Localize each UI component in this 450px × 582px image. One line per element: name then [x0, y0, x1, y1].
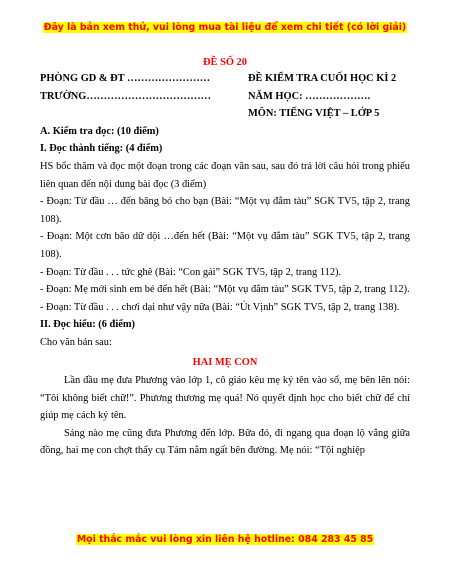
- header-spacer: [40, 105, 248, 123]
- passage-item: - Đoạn: Từ đầu . . . tức ghê (Bài: “Con gái” SGK TV5, tập 2, trang 112).: [40, 266, 342, 278]
- header-row-3: [40, 105, 410, 123]
- text-intro: Cho văn bản sau:: [40, 336, 112, 348]
- passage-item: - Đoạn: Từ đầu … đến băng bó cho bạn (Bài: “Một vụ đắm tàu” SGK TV5, tập 2, trang 108).: [40, 196, 410, 225]
- exam-name: ĐỀ KIỂM TRA CUỐI HỌC KÌ 2: [248, 73, 397, 84]
- school-name: TRƯỜNG………………………………: [40, 90, 212, 102]
- story-title: HAI MẸ CON: [192, 356, 258, 368]
- story-paragraph: Sáng nào mẹ cũng đưa Phương đến lớp. Bữa đó, đi ngang qua đoạn lộ vắng giữa đồng, hai mẹ con chợt thấy cụ Tám nằm ngất bên đường. Mẹ nói: “Tội nghiệp: [40, 427, 410, 457]
- reading-instruction: HS bốc thăm và đọc một đoạn trong các đoạn văn sau, sau đó trả lời câu hỏi trong phiếu liên quan đến nội dung bài đọc (3 điểm): [40, 160, 410, 190]
- story-paragraph: Lần đầu mẹ đưa Phương vào lớp 1, cô giáo kêu mẹ ký tên vào sổ, mẹ bẽn lẽn nói: “Tôi không biết chữ!”. Phương thương mẹ quá! Nó quyết định học cho biết chữ để chỉ giúp mẹ cách ký tên.: [40, 375, 410, 422]
- school-year: NĂM HỌC: ……………….: [248, 90, 371, 102]
- passage-item: - Đoạn: Từ đầu . . . chơi dại như vậy nữa (Bài: “Út Vịnh” SGK TV5, tập 2, trang 138).: [40, 301, 400, 313]
- subject-grade: MÔN: TIẾNG VIỆT – LỚP 5: [248, 108, 380, 120]
- header-row-1: [40, 70, 410, 88]
- exam-document: [40, 54, 410, 460]
- exam-number: ĐỀ SỐ 20: [203, 57, 247, 68]
- preview-notice-banner: [0, 22, 450, 33]
- header-row-2: [40, 88, 410, 106]
- preview-notice-text: Đây là bản xem thử, vui lòng mua tài liệu để xem chi tiết (có lời giải): [43, 22, 407, 33]
- passage-item: - Đoạn: Mẹ mới sinh em bé đến hết (Bài: “Một vụ đắm tàu” SGK TV5, tập 2, trang 112).: [40, 284, 410, 296]
- section-a-heading: A. Kiểm tra đọc: (10 điểm): [40, 125, 159, 137]
- section-1-heading: I. Đọc thành tiếng: (4 điểm): [40, 143, 163, 155]
- passage-item: - Đoạn: Một cơn bão dữ dội …đến hết (Bài: “Một vụ đắm tàu” SGK TV5, tập 2, trang 108).: [40, 231, 410, 260]
- hotline-banner: [0, 534, 450, 545]
- hotline-text: Mọi thắc mắc vui lòng xin liên hệ hotline: 084 283 45 85: [76, 534, 374, 545]
- school-department: PHÒNG GD & ĐT ……………………: [40, 73, 211, 84]
- section-2-heading: II. Đọc hiểu: (6 điểm): [40, 319, 135, 331]
